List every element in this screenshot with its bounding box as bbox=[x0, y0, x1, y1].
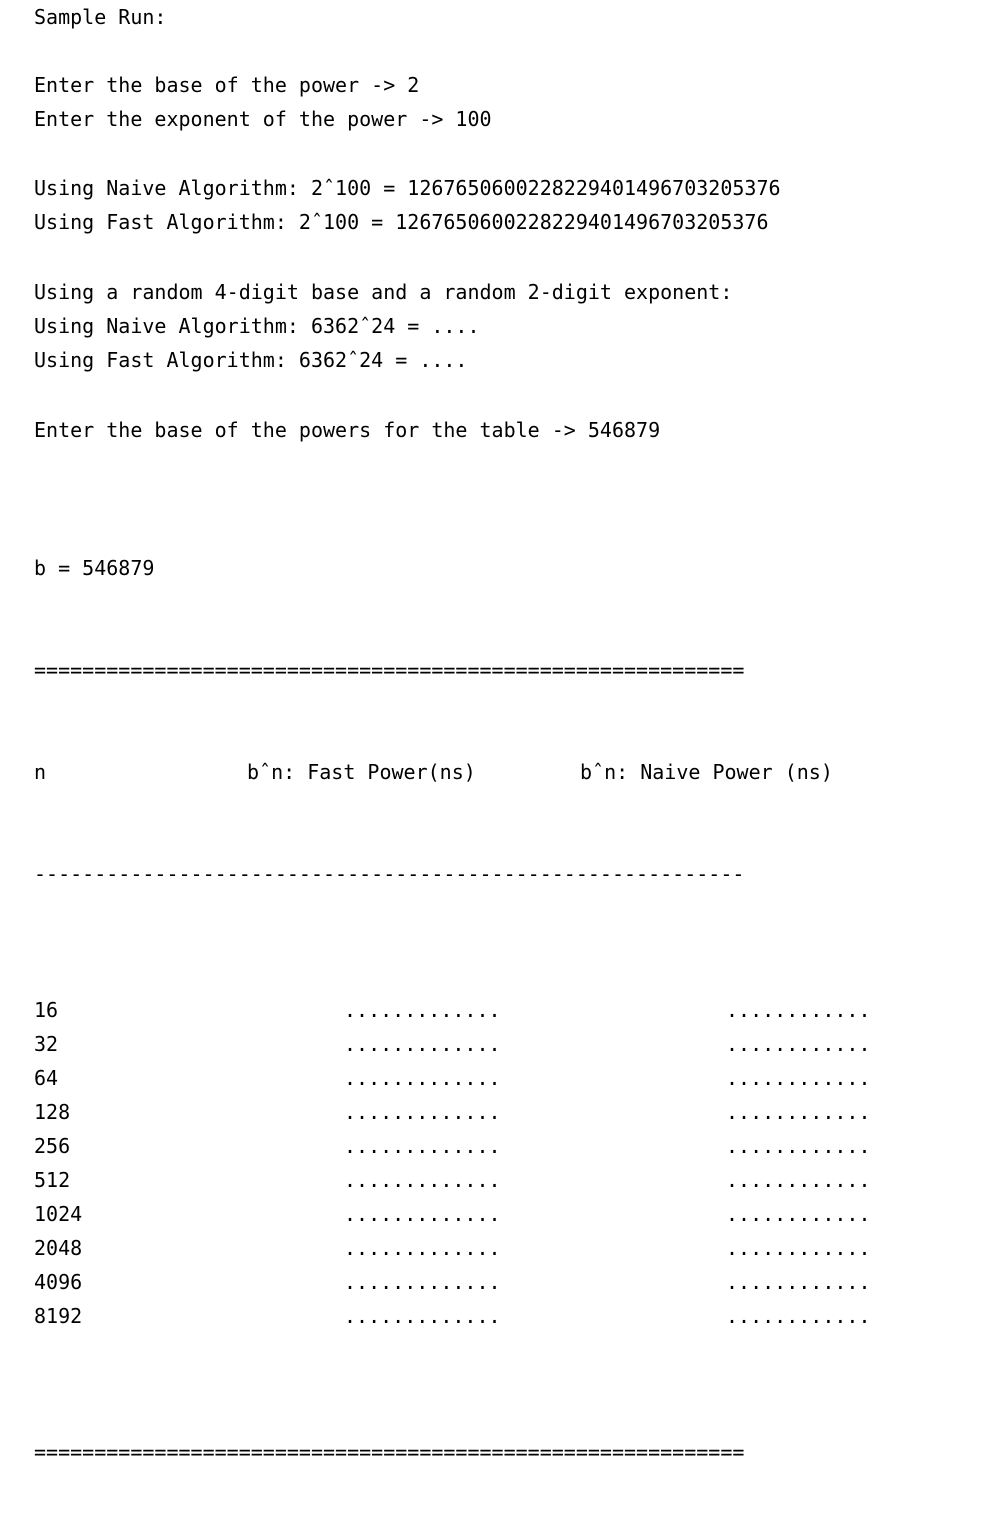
cell-naive-power: ............ bbox=[726, 1236, 871, 1260]
cell-n: 8192 bbox=[34, 1304, 83, 1328]
table-row bbox=[34, 1231, 934, 1265]
heading: Sample Run: bbox=[34, 5, 167, 29]
table-row bbox=[34, 993, 934, 1027]
cell-naive-power: ............ bbox=[726, 1304, 871, 1328]
table-top-rule: =========================================================== bbox=[34, 658, 745, 682]
table-row bbox=[34, 1027, 934, 1061]
cell-naive-power: ............ bbox=[726, 1066, 871, 1090]
cell-naive-power: ............ bbox=[726, 1270, 871, 1294]
cell-naive-power: ............ bbox=[726, 1168, 871, 1192]
cell-fast-power: ............. bbox=[344, 1066, 501, 1090]
table-row bbox=[34, 1299, 934, 1333]
table-row bbox=[34, 1197, 934, 1231]
cell-n: 1024 bbox=[34, 1202, 83, 1226]
table-body bbox=[34, 993, 934, 1333]
cell-fast-power: ............. bbox=[344, 1032, 501, 1056]
prompt-exponent-line: Enter the exponent of the power -> 100 bbox=[34, 107, 492, 131]
cell-fast-power: ............. bbox=[344, 1100, 501, 1124]
table-header-rule: ----------------------------------------------------------- bbox=[34, 862, 745, 886]
sample-run-document bbox=[34, 0, 984, 1464]
random-fast-line: Using Fast Algorithm: 6362ˆ24 = .... bbox=[34, 348, 468, 372]
cell-n: 32 bbox=[34, 1032, 59, 1056]
cell-n: 512 bbox=[34, 1168, 71, 1192]
cell-fast-power: ............. bbox=[344, 1202, 501, 1226]
table-row bbox=[34, 1061, 934, 1095]
cell-fast-power: ............. bbox=[344, 1304, 501, 1328]
cell-naive-power: ............ bbox=[726, 1100, 871, 1124]
random-intro-line: Using a random 4-digit base and a random 2-digit exponent: bbox=[34, 280, 733, 304]
cell-naive-power: ............ bbox=[726, 1202, 871, 1226]
table-header-row bbox=[34, 755, 934, 789]
cell-n: 4096 bbox=[34, 1270, 83, 1294]
table-row bbox=[34, 1163, 934, 1197]
cell-n: 128 bbox=[34, 1100, 71, 1124]
cell-naive-power: ............ bbox=[726, 1134, 871, 1158]
table-row bbox=[34, 1095, 934, 1129]
cell-n: 2048 bbox=[34, 1236, 83, 1260]
cell-naive-power: ............ bbox=[726, 1032, 871, 1056]
cell-fast-power: ............. bbox=[344, 998, 501, 1022]
naive-result-line: Using Naive Algorithm: 2ˆ100 = 1267650600228229401496703205376 bbox=[34, 176, 781, 200]
header-naive: bˆn: Naive Power (ns) bbox=[580, 760, 833, 784]
cell-fast-power: ............. bbox=[344, 1236, 501, 1260]
cell-fast-power: ............. bbox=[344, 1168, 501, 1192]
cell-n: 16 bbox=[34, 998, 59, 1022]
cell-n: 64 bbox=[34, 1066, 59, 1090]
random-naive-line: Using Naive Algorithm: 6362ˆ24 = .... bbox=[34, 314, 480, 338]
header-fast: bˆn: Fast Power(ns) bbox=[247, 760, 476, 784]
table-row bbox=[34, 1265, 934, 1299]
timing-table bbox=[34, 483, 934, 1537]
cell-fast-power: ............. bbox=[344, 1270, 501, 1294]
cell-fast-power: ............. bbox=[344, 1134, 501, 1158]
fast-result-line: Using Fast Algorithm: 2ˆ100 = 1267650600228229401496703205376 bbox=[34, 210, 769, 234]
table-bottom-rule: =========================================================== bbox=[34, 1440, 745, 1464]
table-prompt-line: Enter the base of the powers for the table -> 546879 bbox=[34, 418, 661, 442]
prompt-base-line: Enter the base of the power -> 2 bbox=[34, 73, 420, 97]
cell-n: 256 bbox=[34, 1134, 71, 1158]
header-n: n bbox=[34, 760, 47, 784]
base-line: b = 546879 bbox=[34, 556, 155, 580]
cell-naive-power: ............ bbox=[726, 998, 871, 1022]
table-row bbox=[34, 1129, 934, 1163]
